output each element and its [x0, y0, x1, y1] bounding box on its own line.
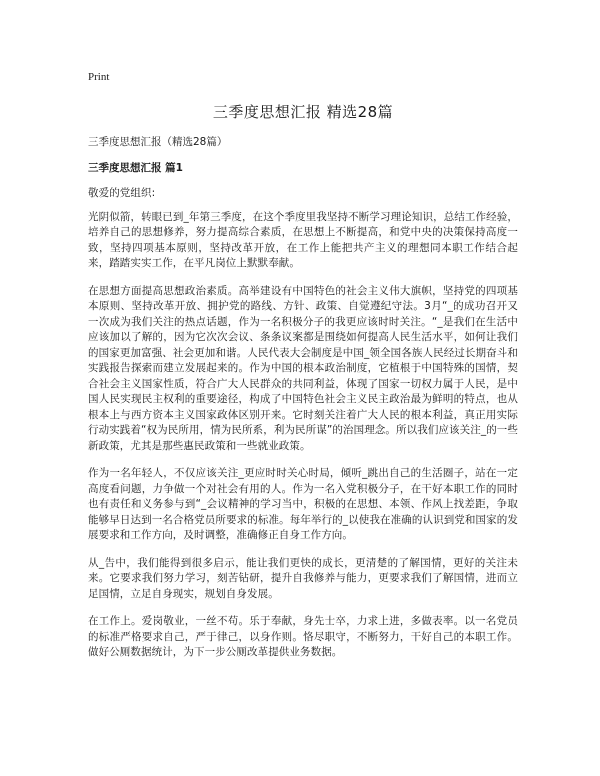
paragraph-5: 在工作上。爱岗敬业，一丝不苟。乐于奉献，身先士卒，力求上进，多做表率。以一名党员的标准严格要求自己，严于律己，以身作则。恪尽职守，不断努力，干好自己的本职工作。做好公厕数据统计，为下一步公厕改革提供业务数据。 [88, 615, 518, 658]
paragraph-3: 作为一名年轻人，不仅应该关注_更应时时关心时局，倾听_跳出自己的生活圈子，站在一定高度看问题，力争做一个对社会有用的人。作为一名入党积极分子，在干好本职工作的同时也有责任和义务参与到“_会议精神的学习当中，积极的在思想、本领、作风上找差距，争取能够早日达到一名合格党员所要求的标准。每年举行的_以使我在准确的认识到党和国家的发展要求和工作方向，及时调整，准确修正自身工作方向。 [88, 467, 518, 541]
paragraph-1: 光阴似箭，转眼已到_年第三季度，在这个季度里我坚持不断学习理论知识，总结工作经验，培养自己的思想修养，努力提高综合素质，在思想上不断提高，和党中央的决策保持高度一致，坚持四项基本原则，坚持改革开放，在工作上能把共产主义的理想同本职工作结合起来，踏踏实实工作，在平凡岗位上默默奉献。 [88, 210, 518, 269]
print-link[interactable]: Print [88, 71, 110, 83]
section-heading: 三季度思想汇报 篇1 [88, 162, 183, 174]
document-subtitle: 三季度思想汇报（精选28篇） [88, 136, 228, 148]
page-title: 三季度思想汇报 精选28篇 [212, 103, 394, 121]
greeting: 敬爱的党组织: [88, 187, 156, 199]
paragraph-4: 从_告中，我们能得到很多启示，能让我们更快的成长，更清楚的了解国情，更好的关注未来。它要求我们努力学习，刻苦钻研，提升自我修养与能力，更要求我们了解国情，进而立足国情，立足自身现实，规划自身发展。 [88, 556, 518, 600]
paragraph-2: 在思想方面提高思想政治素质。高举建设有中国特色的社会主义伟大旗帜，坚持党的四项基本原则、坚持改革开放、拥护党的路线、方针、政策、自觉遵纪守法。3月“_的成功召开又一次成为我们关注的热点话题，作为一名积极分子的我更应该时时关注。“_是我们在生活中应该加以了解的，因为它次次会议、条条议案都是围绕如何提高人民生活水平，如何让我们的国家更加富强、社会更加和谐。人民代表大会制度是中国_领全国各族人民经过长期奋斗和实践报告探索而建立发展起来的。作为中国的根本政治制度，它植根于中国特殊的国情，契合社会主义国家性质，符合广大人民群众的共同利益，体现了国家一切权力属于人民，是中国人民实现民主权利的重要途径，构成了中国特色社会主义民主政治最为鲜明的特点，也从根本上与西方资本主义国家政体区别开来。它时刻关注着广大人民的根本利益，真正用实际行动实践着“权为民所用，情为民所系，利为民所谋”的治国理念。所以我们应该关注_的一些新政策，尤其是那些惠民政策和一些就业政策。 [88, 284, 518, 452]
document-page [88, 70, 518, 673]
